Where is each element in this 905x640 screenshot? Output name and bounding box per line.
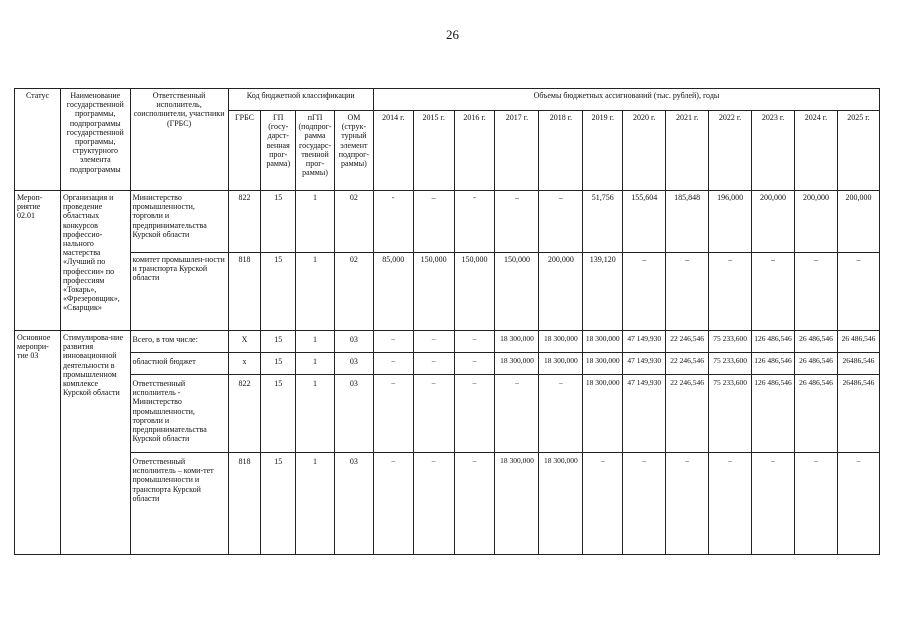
cell-value: 26 486,546	[794, 353, 837, 375]
cell-gp: 15	[261, 375, 296, 453]
table-row	[15, 453, 880, 555]
cell-value: 18 300,000	[539, 353, 583, 375]
header-year: 2015 г.	[413, 111, 454, 191]
header-executor: Ответственный исполнитель, соисполнители, участники (ГРБС)	[130, 89, 228, 191]
cell-value: 26 486,546	[837, 331, 879, 353]
row-executor: областной бюджет	[130, 353, 228, 375]
cell-value: –	[373, 453, 413, 555]
cell-pgp: 1	[296, 453, 335, 555]
cell-value: 18 300,000	[583, 331, 623, 353]
cell-value: 155,604	[623, 191, 666, 253]
cell-value: 18 300,000	[495, 453, 539, 555]
cell-value: 196,000	[709, 191, 752, 253]
cell-value: -	[454, 191, 495, 253]
cell-value: 47 149,930	[623, 331, 666, 353]
header-year: 2022 г.	[709, 111, 752, 191]
row-status: Основное меропри-тие 03	[15, 331, 61, 555]
header-name: Наименование государственной программы, подпрограммы государственной программы, структурного элемента подпрограммы	[61, 89, 131, 191]
cell-value: –	[666, 253, 709, 331]
table-row	[15, 375, 880, 453]
cell-value: –	[373, 375, 413, 453]
cell-value: –	[623, 253, 666, 331]
cell-om: 03	[334, 375, 373, 453]
header-grbs: ГРБС	[228, 111, 261, 191]
cell-value: 26486,546	[837, 353, 879, 375]
cell-gp: 15	[261, 331, 296, 353]
cell-value: 75 233,600	[709, 331, 752, 353]
cell-value: 126 486,546	[752, 331, 795, 353]
cell-om: 02	[334, 253, 373, 331]
row-executor: Всего, в том числе:	[130, 331, 228, 353]
cell-value: –	[837, 253, 879, 331]
table-row	[15, 331, 880, 353]
header-year: 2025 г.	[837, 111, 879, 191]
cell-value: 47 149,930	[623, 353, 666, 375]
cell-value: 26 486,546	[794, 375, 837, 453]
cell-grbs: х	[228, 353, 261, 375]
budget-table	[14, 88, 880, 555]
cell-value: 18 300,000	[539, 331, 583, 353]
row-name: Стимулирова-ние развития инновационной деятельности в промышленном комплексе Курской области	[61, 331, 131, 555]
cell-value: 51,756	[583, 191, 623, 253]
cell-value: 22 246,546	[666, 375, 709, 453]
header-volumes: Объемы бюджетных ассигнований (тыс. рублей), годы	[373, 89, 879, 111]
header-year: 2021 г.	[666, 111, 709, 191]
header-year: 2019 г.	[583, 111, 623, 191]
cell-value: –	[495, 191, 539, 253]
cell-value: 22 246,546	[666, 331, 709, 353]
cell-om: 03	[334, 453, 373, 555]
cell-value: 75 233,600	[709, 353, 752, 375]
header-gp: ГП (госу-дарст-венная прог-рамма)	[261, 111, 296, 191]
cell-value: –	[709, 253, 752, 331]
cell-value: –	[583, 453, 623, 555]
header-year: 2023 г.	[752, 111, 795, 191]
header-om: ОМ (струк-турный элемент подпрог-раммы)	[334, 111, 373, 191]
cell-value: –	[454, 331, 495, 353]
cell-pgp: 1	[296, 375, 335, 453]
row-name: Организация и проведение областных конкурсов профессио-нального мастерства «Лучший по профессии» по профессиям «Токарь», «Фрезеровщик», «Сварщик»	[61, 191, 131, 331]
cell-value: –	[837, 453, 879, 555]
cell-value: –	[413, 331, 454, 353]
cell-value: 26486,546	[837, 375, 879, 453]
cell-grbs: 822	[228, 375, 261, 453]
cell-value: –	[454, 375, 495, 453]
cell-om: 03	[334, 353, 373, 375]
cell-value: 47 149,930	[623, 375, 666, 453]
cell-value: –	[413, 191, 454, 253]
cell-value: 18 300,000	[583, 375, 623, 453]
cell-value: –	[752, 453, 795, 555]
cell-value: –	[794, 453, 837, 555]
cell-gp: 15	[261, 453, 296, 555]
cell-value: 18 300,000	[495, 331, 539, 353]
cell-value: –	[752, 253, 795, 331]
cell-value: 139,120	[583, 253, 623, 331]
cell-gp: 15	[261, 353, 296, 375]
cell-grbs: 818	[228, 253, 261, 331]
cell-value: -	[373, 191, 413, 253]
cell-value: –	[666, 453, 709, 555]
cell-value: –	[454, 353, 495, 375]
header-budget-code: Код бюджетной классификации	[228, 89, 373, 111]
cell-value: –	[373, 353, 413, 375]
cell-value: 150,000	[413, 253, 454, 331]
cell-gp: 15	[261, 191, 296, 253]
header-year: 2020 г.	[623, 111, 666, 191]
cell-value: 18 300,000	[495, 353, 539, 375]
cell-value: –	[539, 191, 583, 253]
table-row	[15, 353, 880, 375]
header-pgp: пГП (подпрог-рамма государс-твенной прог-раммы)	[296, 111, 335, 191]
cell-value: –	[794, 253, 837, 331]
cell-value: 18 300,000	[539, 453, 583, 555]
cell-om: 02	[334, 191, 373, 253]
cell-value: 200,000	[752, 191, 795, 253]
cell-pgp: 1	[296, 353, 335, 375]
row-executor: Ответственный исполнитель - Министерство промышленности, торговли и предпринимательства Курской области	[130, 375, 228, 453]
header-year: 2024 г.	[794, 111, 837, 191]
table-row	[15, 253, 880, 331]
table-row	[15, 191, 880, 253]
cell-value: 126 486,546	[752, 353, 795, 375]
header-year: 2016 г.	[454, 111, 495, 191]
cell-value: –	[495, 375, 539, 453]
cell-value: 200,000	[539, 253, 583, 331]
header-status: Статус	[15, 89, 61, 191]
cell-value: 126 486,546	[752, 375, 795, 453]
cell-value: 150,000	[454, 253, 495, 331]
header-year: 2017 г.	[495, 111, 539, 191]
cell-om: 03	[334, 331, 373, 353]
cell-value: 22 246,546	[666, 353, 709, 375]
cell-value: 85,000	[373, 253, 413, 331]
cell-value: –	[454, 453, 495, 555]
cell-value: –	[413, 375, 454, 453]
cell-gp: 15	[261, 253, 296, 331]
cell-value: –	[413, 353, 454, 375]
cell-value: 185,848	[666, 191, 709, 253]
cell-value: 200,000	[794, 191, 837, 253]
header-year: 2014 г.	[373, 111, 413, 191]
row-status: Мероп-риятие 02.01	[15, 191, 61, 331]
cell-value: 26 486,546	[794, 331, 837, 353]
cell-value: 150,000	[495, 253, 539, 331]
cell-value: –	[623, 453, 666, 555]
row-executor: Ответственный исполнитель – коми-тет промышленности и транспорта Курской области	[130, 453, 228, 555]
cell-pgp: 1	[296, 253, 335, 331]
cell-value: 200,000	[837, 191, 879, 253]
header-row-1	[15, 89, 880, 111]
cell-value: –	[539, 375, 583, 453]
cell-grbs: 818	[228, 453, 261, 555]
cell-grbs: 822	[228, 191, 261, 253]
cell-value: 18 300,000	[583, 353, 623, 375]
page-number: 26	[446, 27, 459, 42]
cell-pgp: 1	[296, 331, 335, 353]
cell-pgp: 1	[296, 191, 335, 253]
cell-grbs: Х	[228, 331, 261, 353]
cell-value: 75 233,600	[709, 375, 752, 453]
cell-value: –	[413, 453, 454, 555]
cell-value: –	[709, 453, 752, 555]
header-year: 2018 г.	[539, 111, 583, 191]
row-executor: комитет промышлен-ности и транспорта Курской области	[130, 253, 228, 331]
row-executor: Министерство промышленности, торговли и предпринимательства Курской области	[130, 191, 228, 253]
cell-value: –	[373, 331, 413, 353]
